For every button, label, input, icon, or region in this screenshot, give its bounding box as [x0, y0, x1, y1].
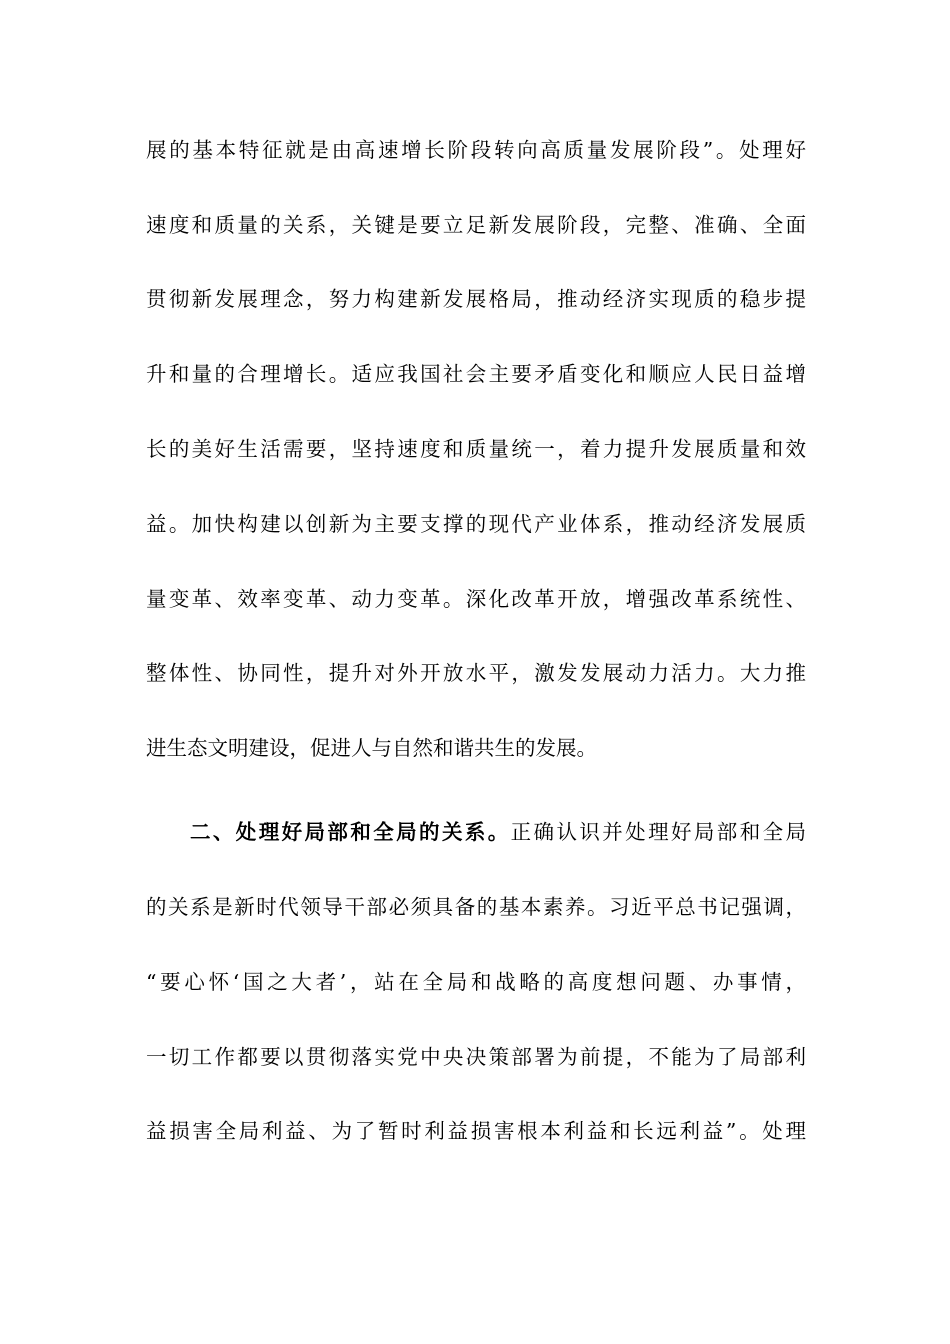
paragraph-1-line-5: 长的美好生活需要，坚持速度和质量统一，着力提升发展质量和效 — [146, 437, 806, 461]
paragraph-2-line-3: “要心怀‘国之大者’，站在全局和战略的高度想问题、办事情， — [146, 970, 806, 994]
paragraph-1-line-4: 升和量的合理增长。适应我国社会主要矛盾变化和顺应人民日益增 — [146, 362, 806, 386]
paragraph-1-line-9: 进生态文明建设，促进人与自然和谐共生的发展。 — [146, 736, 597, 760]
paragraph-1-line-6: 益。加快构建以创新为主要支撑的现代产业体系，推动经济发展质 — [146, 512, 806, 536]
paragraph-2-line-2: 的关系是新时代领导干部必须具备的基本素养。习近平总书记强调， — [146, 895, 806, 919]
paragraph-2-line-1 — [190, 812, 806, 852]
paragraph-1-line-2: 速度和质量的关系，关键是要立足新发展阶段，完整、准确、全面 — [146, 213, 806, 237]
paragraph-1-line-3: 贯彻新发展理念，努力构建新发展格局，推动经济实现质的稳步提 — [146, 287, 806, 311]
paragraph-2-line-5: 益损害全局利益、为了暂时利益损害根本利益和长远利益”。处理 — [146, 1119, 806, 1143]
paragraph-2-line-1-text: 正确认识并处理好局部和全局 — [510, 820, 807, 844]
paragraph-2-line-4: 一切工作都要以贯彻落实党中央决策部署为前提，不能为了局部利 — [146, 1045, 806, 1069]
paragraph-1-line-8: 整体性、协同性，提升对外开放水平，激发发展动力活力。大力推 — [146, 661, 806, 685]
section-heading: 二、处理好局部和全局的关系。 — [190, 820, 511, 844]
paragraph-1-line-1: 展的基本特征就是由高速增长阶段转向高质量发展阶段”。处理好 — [146, 138, 806, 162]
paragraph-1-line-7: 量变革、效率变革、动力变革。深化改革开放，增强改革系统性、 — [146, 587, 806, 611]
